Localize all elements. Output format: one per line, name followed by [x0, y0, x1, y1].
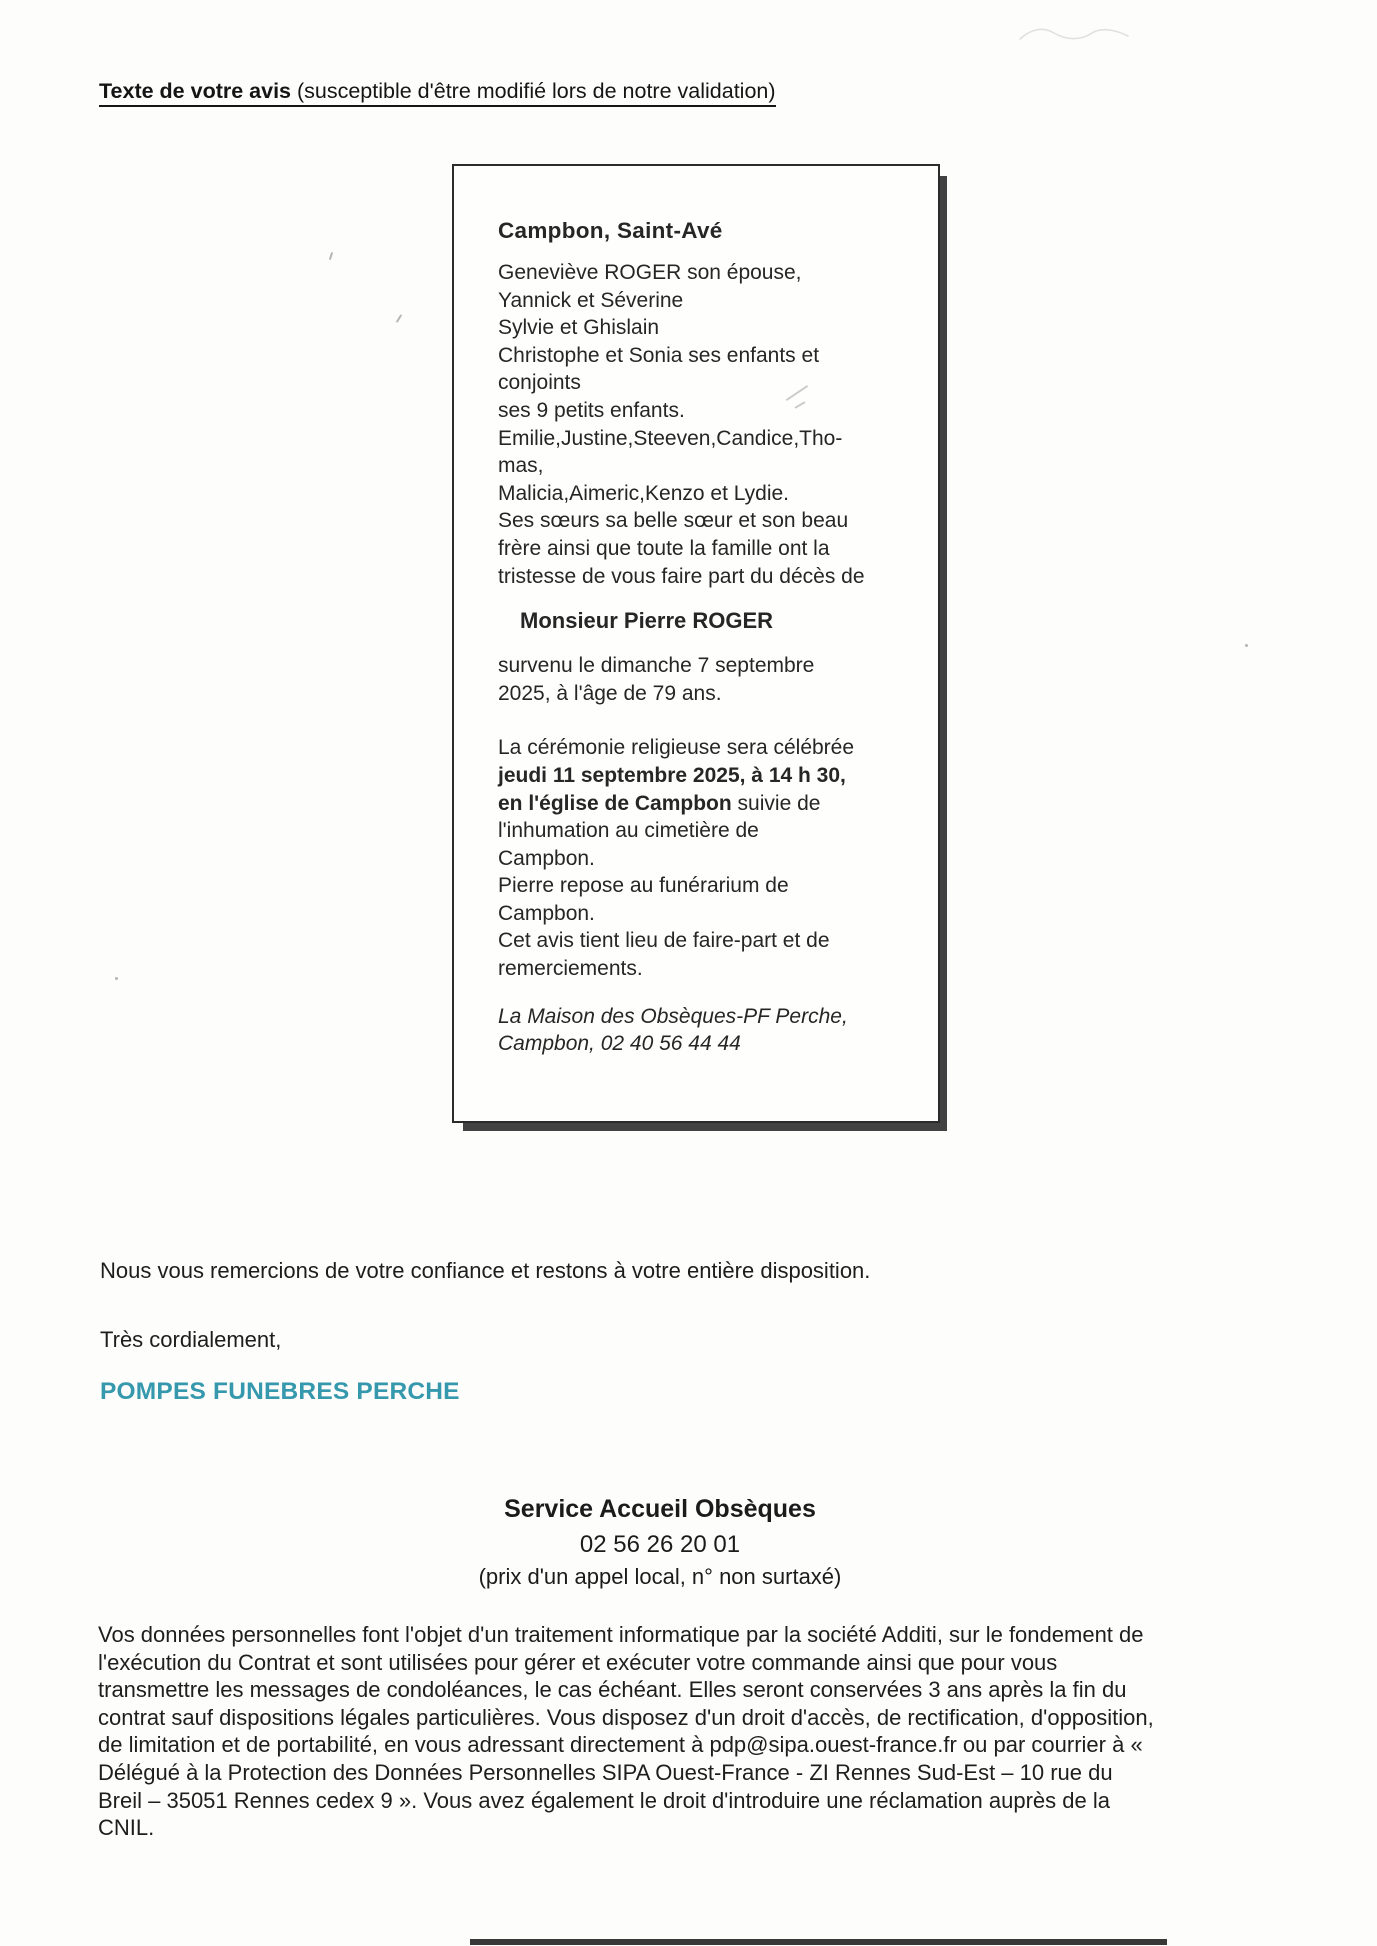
- ceremony-block: [498, 734, 902, 982]
- scan-artifact-squiggle: [1018, 24, 1130, 46]
- ceremony-church-line: [498, 790, 902, 818]
- scan-speck: [1245, 644, 1248, 647]
- service-title: Service Accueil Obsèques: [504, 1495, 816, 1523]
- document-header: [99, 79, 776, 104]
- thanks-line: Nous vous remercions de votre confiance et restons à votre entière disposition.: [100, 1258, 871, 1283]
- family-line: conjoints: [498, 371, 581, 395]
- death-line: survenu le dimanche 7 septembre: [498, 654, 815, 678]
- ceremony-line: Cet avis tient lieu de faire-part et de: [498, 929, 830, 953]
- notice-family-block: [498, 259, 902, 590]
- legal-line: Vos données personnelles font l'objet d'un traitement informatique par la société Additi, sur le fondement de: [98, 1622, 1144, 1647]
- scan-speck: [115, 977, 118, 980]
- ceremony-line: Campbon.: [498, 846, 595, 870]
- legal-line: Délégué à la Protection des Données Personnelles SIPA Ouest-France - ZI Rennes Sud-Est – 10 rue du: [98, 1759, 1113, 1785]
- family-line: Sylvie et Ghislain: [498, 316, 660, 340]
- ceremony-date-line: jeudi 11 septembre 2025, à 14 h 30,: [498, 763, 846, 787]
- legal-line: l'exécution du Contrat et sont utilisées pour gérer et exécuter votre commande ainsi que pour vous: [98, 1649, 1058, 1675]
- deceased-name: Monsieur Pierre ROGER: [520, 608, 774, 634]
- legal-line: CNIL.: [98, 1815, 155, 1841]
- service-phone: 02 56 26 20 01: [579, 1531, 741, 1558]
- ceremony-line: Pierre repose au funérarium de: [498, 874, 789, 898]
- scan-artifact-pencil-mark: [778, 386, 818, 420]
- legal-line: transmettre les messages de condoléances, le cas échéant. Elles seront conservées 3 ans après la fin du: [98, 1677, 1127, 1703]
- ceremony-line: La cérémonie religieuse sera célébrée: [498, 736, 855, 760]
- family-line: ses 9 petits enfants.: [498, 398, 685, 422]
- family-line: Geneviève ROGER son épouse,: [498, 261, 802, 284]
- church-rest: suivie de: [731, 791, 821, 815]
- family-line: tristesse de vous faire part du décès de: [498, 564, 865, 588]
- scan-speck: [329, 252, 333, 260]
- church-name: en l'église de Campbon: [498, 791, 732, 815]
- service-contact-block: [160, 1494, 1160, 1590]
- family-line: Christophe et Sonia ses enfants et: [498, 343, 820, 367]
- death-line: 2025, à l'âge de 79 ans.: [498, 681, 722, 705]
- service-phone-note: (prix d'un appel local, n° non surtaxé): [478, 1564, 842, 1589]
- legal-line: contrat sauf dispositions légales particulières. Vous disposez d'un droit d'accès, de rectification, d'opposition,: [98, 1704, 1154, 1730]
- header-underline: [99, 79, 776, 107]
- family-line: Yannick et Séverine: [498, 288, 684, 312]
- funeral-home-line: La Maison des Obsèques-PF Perche,: [498, 1004, 848, 1028]
- legal-line: de limitation et de portabilité, en vous adressant directement à pdp@sipa.ouest-france.fr ou par courrier à «: [98, 1732, 1143, 1758]
- legal-paragraph: [98, 1621, 1328, 1842]
- header-title: Texte de votre avis: [99, 79, 291, 103]
- notice-cities: Campbon, Saint-Avé: [498, 218, 723, 243]
- salutation-line: Très cordialement,: [100, 1327, 282, 1352]
- ceremony-line: remerciements.: [498, 957, 643, 981]
- funeral-home-line: Campbon, 02 40 56 44 44: [498, 1032, 741, 1056]
- family-line: Ses sœurs sa belle sœur et son beau: [498, 509, 849, 533]
- death-date-block: [498, 652, 902, 707]
- ceremony-line: Campbon.: [498, 901, 595, 925]
- family-line: Malicia,Aimeric,Kenzo et Lydie.: [498, 481, 790, 505]
- header-note: (susceptible d'être modifié lors de notre validation): [291, 79, 776, 103]
- obituary-notice-box: [452, 164, 940, 1123]
- scan-speck: [396, 314, 402, 323]
- legal-line: Breil – 35051 Rennes cedex 9 ». Vous avez également le droit d'introduire une réclamation auprès de la: [98, 1787, 1110, 1813]
- scan-edge-artifact: [470, 1939, 1167, 1945]
- family-line: Emilie,Justine,Steeven,Candice,Tho-: [498, 426, 843, 450]
- ceremony-line: l'inhumation au cimetière de: [498, 819, 759, 843]
- funeral-home-block: [498, 1003, 902, 1058]
- family-line: frère ainsi que toute la famille ont la: [498, 536, 830, 560]
- company-name: POMPES FUNEBRES PERCHE: [100, 1378, 460, 1405]
- family-line: mas,: [498, 454, 544, 478]
